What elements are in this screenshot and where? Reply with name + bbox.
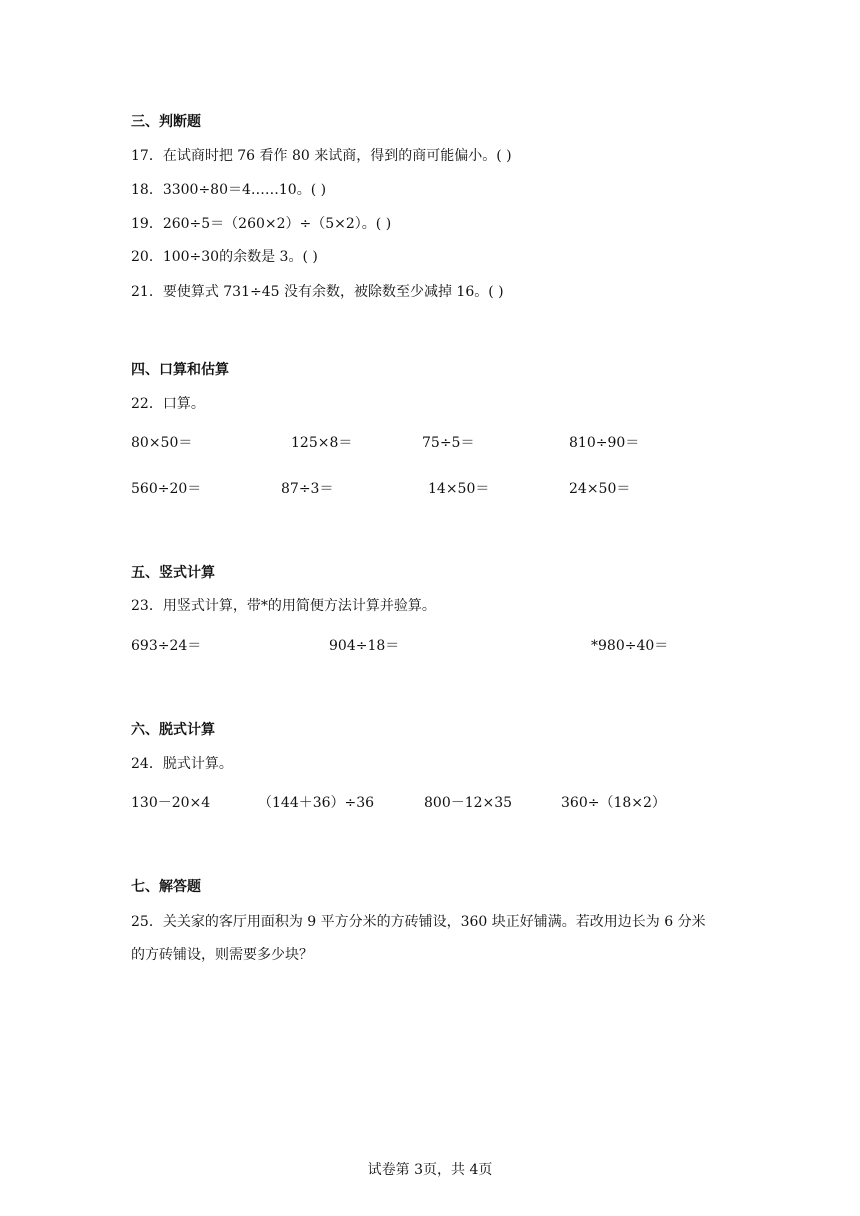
question-25-line1: 25．关关家的客厅用面积为 9 平方分米的方砖铺设，360 块正好铺满。若改用边长为 6 分米 (131, 914, 706, 930)
question-23: 23．用竖式计算，带*的用简便方法计算并验算。 (131, 598, 436, 614)
stepwise-item: 130－20×4 (131, 795, 211, 811)
stepwise-item: 360÷（18×2） (561, 795, 666, 811)
mental-item: 125×8＝ (291, 435, 353, 451)
question-17: 17．在试商时把 76 看作 80 来试商，得到的商可能偏小。( ) (131, 148, 512, 164)
section-title-vertical-calc: 五、竖式计算 (131, 565, 215, 581)
mental-item: 80×50＝ (131, 435, 193, 451)
question-24: 24．脱式计算。 (131, 756, 233, 772)
mental-item: 75÷5＝ (422, 435, 475, 451)
question-20: 20．100÷30的余数是 3。( ) (131, 249, 318, 265)
question-21: 21．要使算式 731÷45 没有余数，被除数至少减掉 16。( ) (131, 284, 504, 300)
section-title-stepwise-calc: 六、脱式计算 (131, 722, 215, 738)
vertical-item: 693÷24＝ (131, 638, 202, 654)
question-25-line2: 的方砖铺设，则需要多少块？ (131, 947, 313, 963)
section-title-word-problems: 七、解答题 (131, 879, 201, 895)
mental-item: 24×50＝ (569, 481, 631, 497)
question-18: 18．3300÷80＝4……10。( ) (131, 182, 327, 198)
section-title-judgment: 三、判断题 (131, 114, 201, 130)
page-footer: 试卷第 3页，共 4页 (367, 1162, 493, 1178)
question-22: 22．口算。 (131, 396, 205, 412)
vertical-item: 904÷18＝ (329, 638, 400, 654)
mental-item: 87÷3＝ (281, 481, 334, 497)
stepwise-item: 800－12×35 (424, 795, 513, 811)
section-title-mental-math: 四、口算和估算 (131, 362, 229, 378)
mental-item: 560÷20＝ (131, 481, 202, 497)
question-19: 19．260÷5＝（260×2）÷（5×2）。( ) (131, 216, 392, 232)
mental-item: 14×50＝ (428, 481, 490, 497)
vertical-item: *980÷40＝ (591, 638, 669, 654)
stepwise-item: （144＋36）÷36 (258, 795, 375, 811)
mental-item: 810÷90＝ (569, 435, 640, 451)
